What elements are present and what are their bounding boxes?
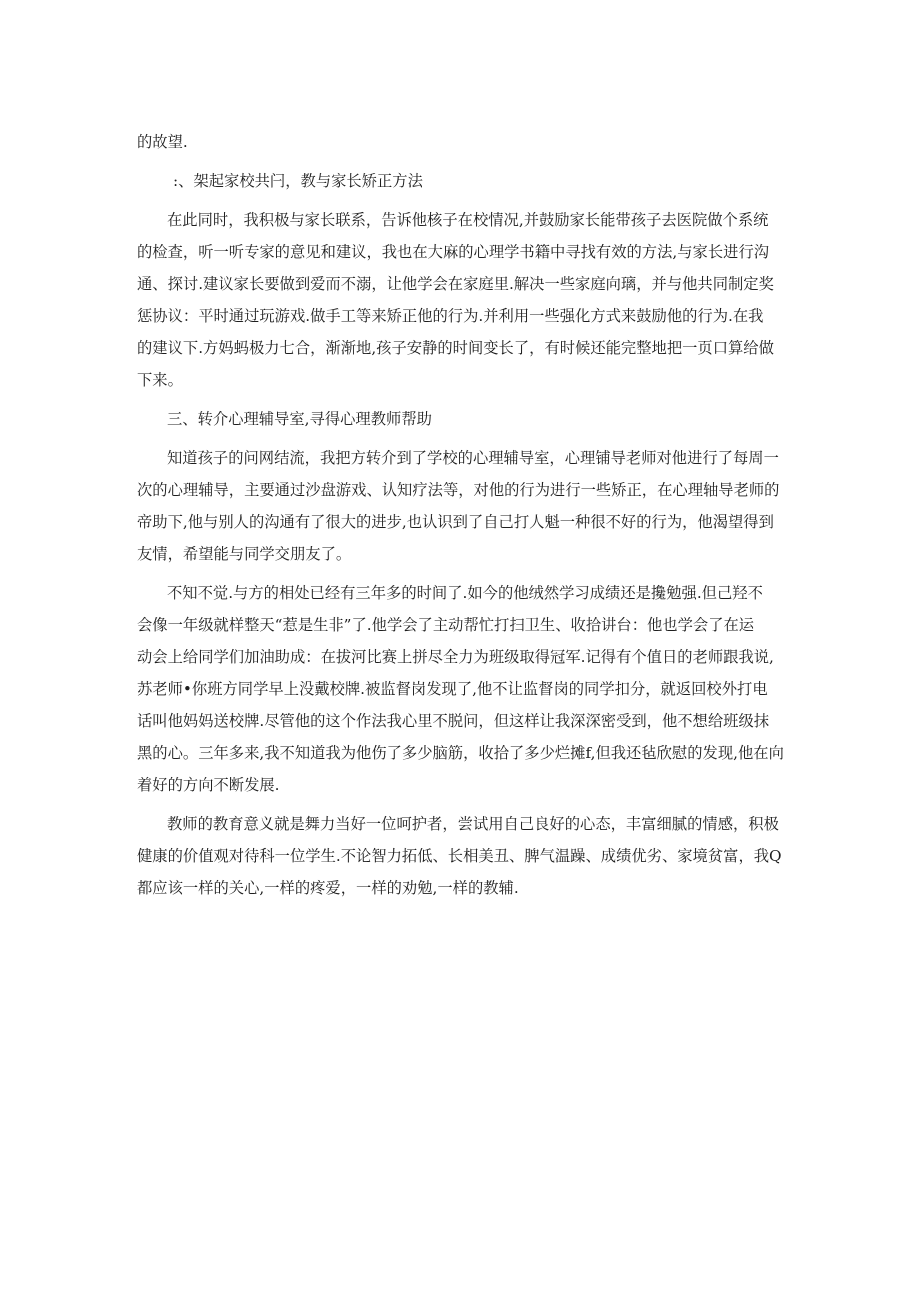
text-line: 教师的教育意义就是舞力当好一位呵护者，尝试用自己良好的心态，丰富细腻的情感，积极 bbox=[167, 815, 779, 833]
lead-line bbox=[137, 126, 787, 158]
document-body bbox=[137, 126, 787, 911]
text-line: 友情，希望能与同学交朋友了。 bbox=[137, 545, 352, 563]
text-line: 惩协议：平时通过玩游戏.做手工等来矫正他的行为.并利用一些强化方式来鼓励他的行为.在我 bbox=[137, 307, 764, 325]
text-line: 通、探讨.建议家长要做到爱而不溺，让他学会在家庭里.解决一些家庭向璃，并与他共同制定奖 bbox=[137, 275, 774, 293]
text-line: 的建议下.方妈蚂极力七合，渐渐地,孩子安静的时间变长了，有时候还能完整地把一页口算给做 bbox=[137, 339, 774, 357]
heading-text: :、架起家校共闩，教与家长矫正方法 bbox=[173, 172, 423, 190]
text-line: 话叫他妈妈送校牌.尽管他的这个作法我心里不脱问，但这样让我深深密受到，他不想给班级抹 bbox=[137, 712, 770, 730]
text-line: 苏老师•你班方同学早上没戴校牌.被监督岗发现了,他不让监督岗的同学扣分，就返回校外打电 bbox=[137, 680, 768, 698]
text-line: 都应该一样的关心,一样的疼爱，一样的劝勉,一样的教辅. bbox=[137, 879, 519, 897]
text-line: 的故望. bbox=[137, 133, 188, 151]
text-line: 黑的心。三年多来,我不知道我为他伤了多少脑筋，收拾了多少烂摊f,但我还毡欣慰的发现,他在向 bbox=[137, 744, 784, 762]
paragraph-4 bbox=[137, 808, 787, 904]
text-line: 会像一年级就样整天“惹是生非”了.他学会了主动帮忙打扫卫生、收拾讲台：他也学会了在运 bbox=[137, 616, 755, 634]
text-line: 不知不觉.与方的相处已经有三年多的时间了.如今的他绒然学习成绩还是攙勉强.但己羟不 bbox=[167, 584, 763, 602]
paragraph-1 bbox=[137, 204, 787, 396]
heading-text: 三、转介心理辅导室,寻得心理教师帮助 bbox=[167, 410, 432, 428]
text-line: 在此同时，我积极与家长联系，告诉他核子在校情况,并鼓励家长能带孩子去医院做个系统 bbox=[167, 211, 769, 229]
paragraph-3 bbox=[137, 577, 787, 801]
text-line: 着好的方向不断发展. bbox=[137, 776, 280, 794]
text-line: 帝助下,他与别人的沟通有了很大的进步,也认识到了自己打人魁一种很不好的行为，他渴望得到 bbox=[137, 513, 774, 531]
text-line: 健康的价值观对待科一位学生.不论智力拓低、长相美丑、脾气温躁、成绩优劣、家境贫富，我Q bbox=[137, 847, 782, 865]
paragraph-2 bbox=[137, 442, 787, 570]
section-heading-2 bbox=[137, 165, 787, 197]
text-line: 下来。 bbox=[137, 371, 183, 389]
text-line: 知道孩子的问网结流，我把方转介到了学校的心理辅导室，心理铺导老师对他进行了每周一 bbox=[167, 449, 779, 467]
text-line: 动会上给同学们加油助成：在拔河比赛上拼尽全力为班级取得冠军.记得有个值日的老师跟我说, bbox=[137, 648, 774, 666]
section-heading-3 bbox=[137, 403, 787, 435]
text-line: 的检查，听一听专家的意见和建议，我也在大麻的心理学书籍中寻找有效的方法,与家长进行沟 bbox=[137, 243, 770, 261]
text-line: 次的心理辅导，主要通过沙盘游戏、认知疗法等，对他的行为进行一些矫正，在心理轴导老师的 bbox=[137, 481, 780, 499]
